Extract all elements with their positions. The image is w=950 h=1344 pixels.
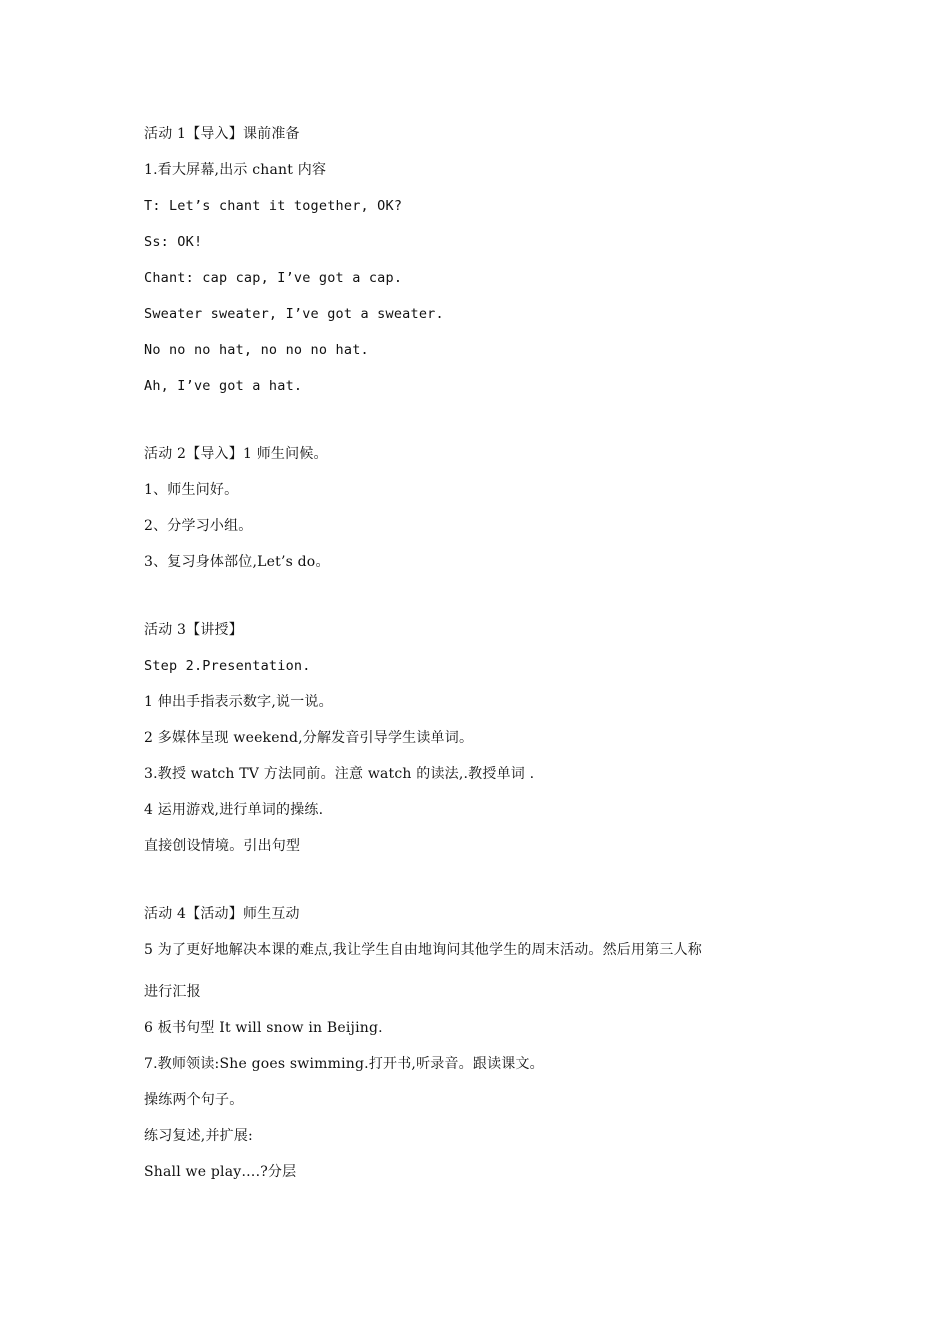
section-3-line-3: 2 多媒体呈现 weekend,分解发音引导学生读单词。 [144, 730, 474, 746]
section-3-line-5: 4 运用游戏,进行单词的操练. [144, 802, 324, 818]
section-4-line-7: Shall we play….?分层 [144, 1164, 297, 1180]
section-2-line-3: 3、复习身体部位,Let’s do。 [144, 554, 330, 570]
section-4-line-1: 5 为了更好地解决本课的难点,我让学生自由地询问其他学生的周末活动。然后用第三人称 [144, 942, 703, 958]
section-1-line-2: T: Let’s chant it together, OK? [144, 198, 403, 214]
section-4-line-4: 7.教师领读:She goes swimming.打开书,听录音。跟读课文。 [144, 1056, 544, 1072]
section-1-line-1: 1.看大屏幕,出示 chant 内容 [144, 162, 327, 178]
document-body [144, 124, 824, 1198]
section-1-heading: 活动 1【导入】课前准备 [144, 126, 300, 142]
section-4-line-3: 6 板书句型 It will snow in Beijing. [144, 1020, 383, 1036]
section-2-line-1: 1、师生问好。 [144, 482, 239, 498]
section-1-line-7: Ah, I’ve got a hat. [144, 378, 303, 394]
section-spacer [144, 872, 824, 904]
section-1-line-4: Chant: cap cap, I’ve got a cap. [144, 270, 403, 286]
section-1-line-3: Ss: OK! [144, 234, 203, 250]
section-1-line-6: No no no hat, no no no hat. [144, 342, 369, 358]
section-2-heading: 活动 2【导入】1 师生问候。 [144, 446, 328, 462]
section-3-line-2: 1 伸出手指表示数字,说一说。 [144, 694, 333, 710]
section-4-line-2: 进行汇报 [144, 984, 201, 1000]
section-4-line-5: 操练两个句子。 [144, 1092, 244, 1108]
section-2-line-2: 2、分学习小组。 [144, 518, 253, 534]
section-spacer [144, 588, 824, 620]
section-4-heading: 活动 4【活动】师生互动 [144, 906, 300, 922]
section-3-line-6: 直接创设情境。引出句型 [144, 838, 301, 854]
section-3-line-1: Step 2.Presentation. [144, 658, 311, 674]
section-3-heading: 活动 3【讲授】 [144, 622, 243, 638]
section-3-line-4: 3.教授 watch TV 方法同前。注意 watch 的读法,.教授单词 . [144, 766, 535, 782]
section-4-line-6: 练习复述,并扩展: [144, 1128, 253, 1144]
section-1-line-5: Sweater sweater, I’ve got a sweater. [144, 306, 444, 322]
section-spacer [144, 412, 824, 444]
